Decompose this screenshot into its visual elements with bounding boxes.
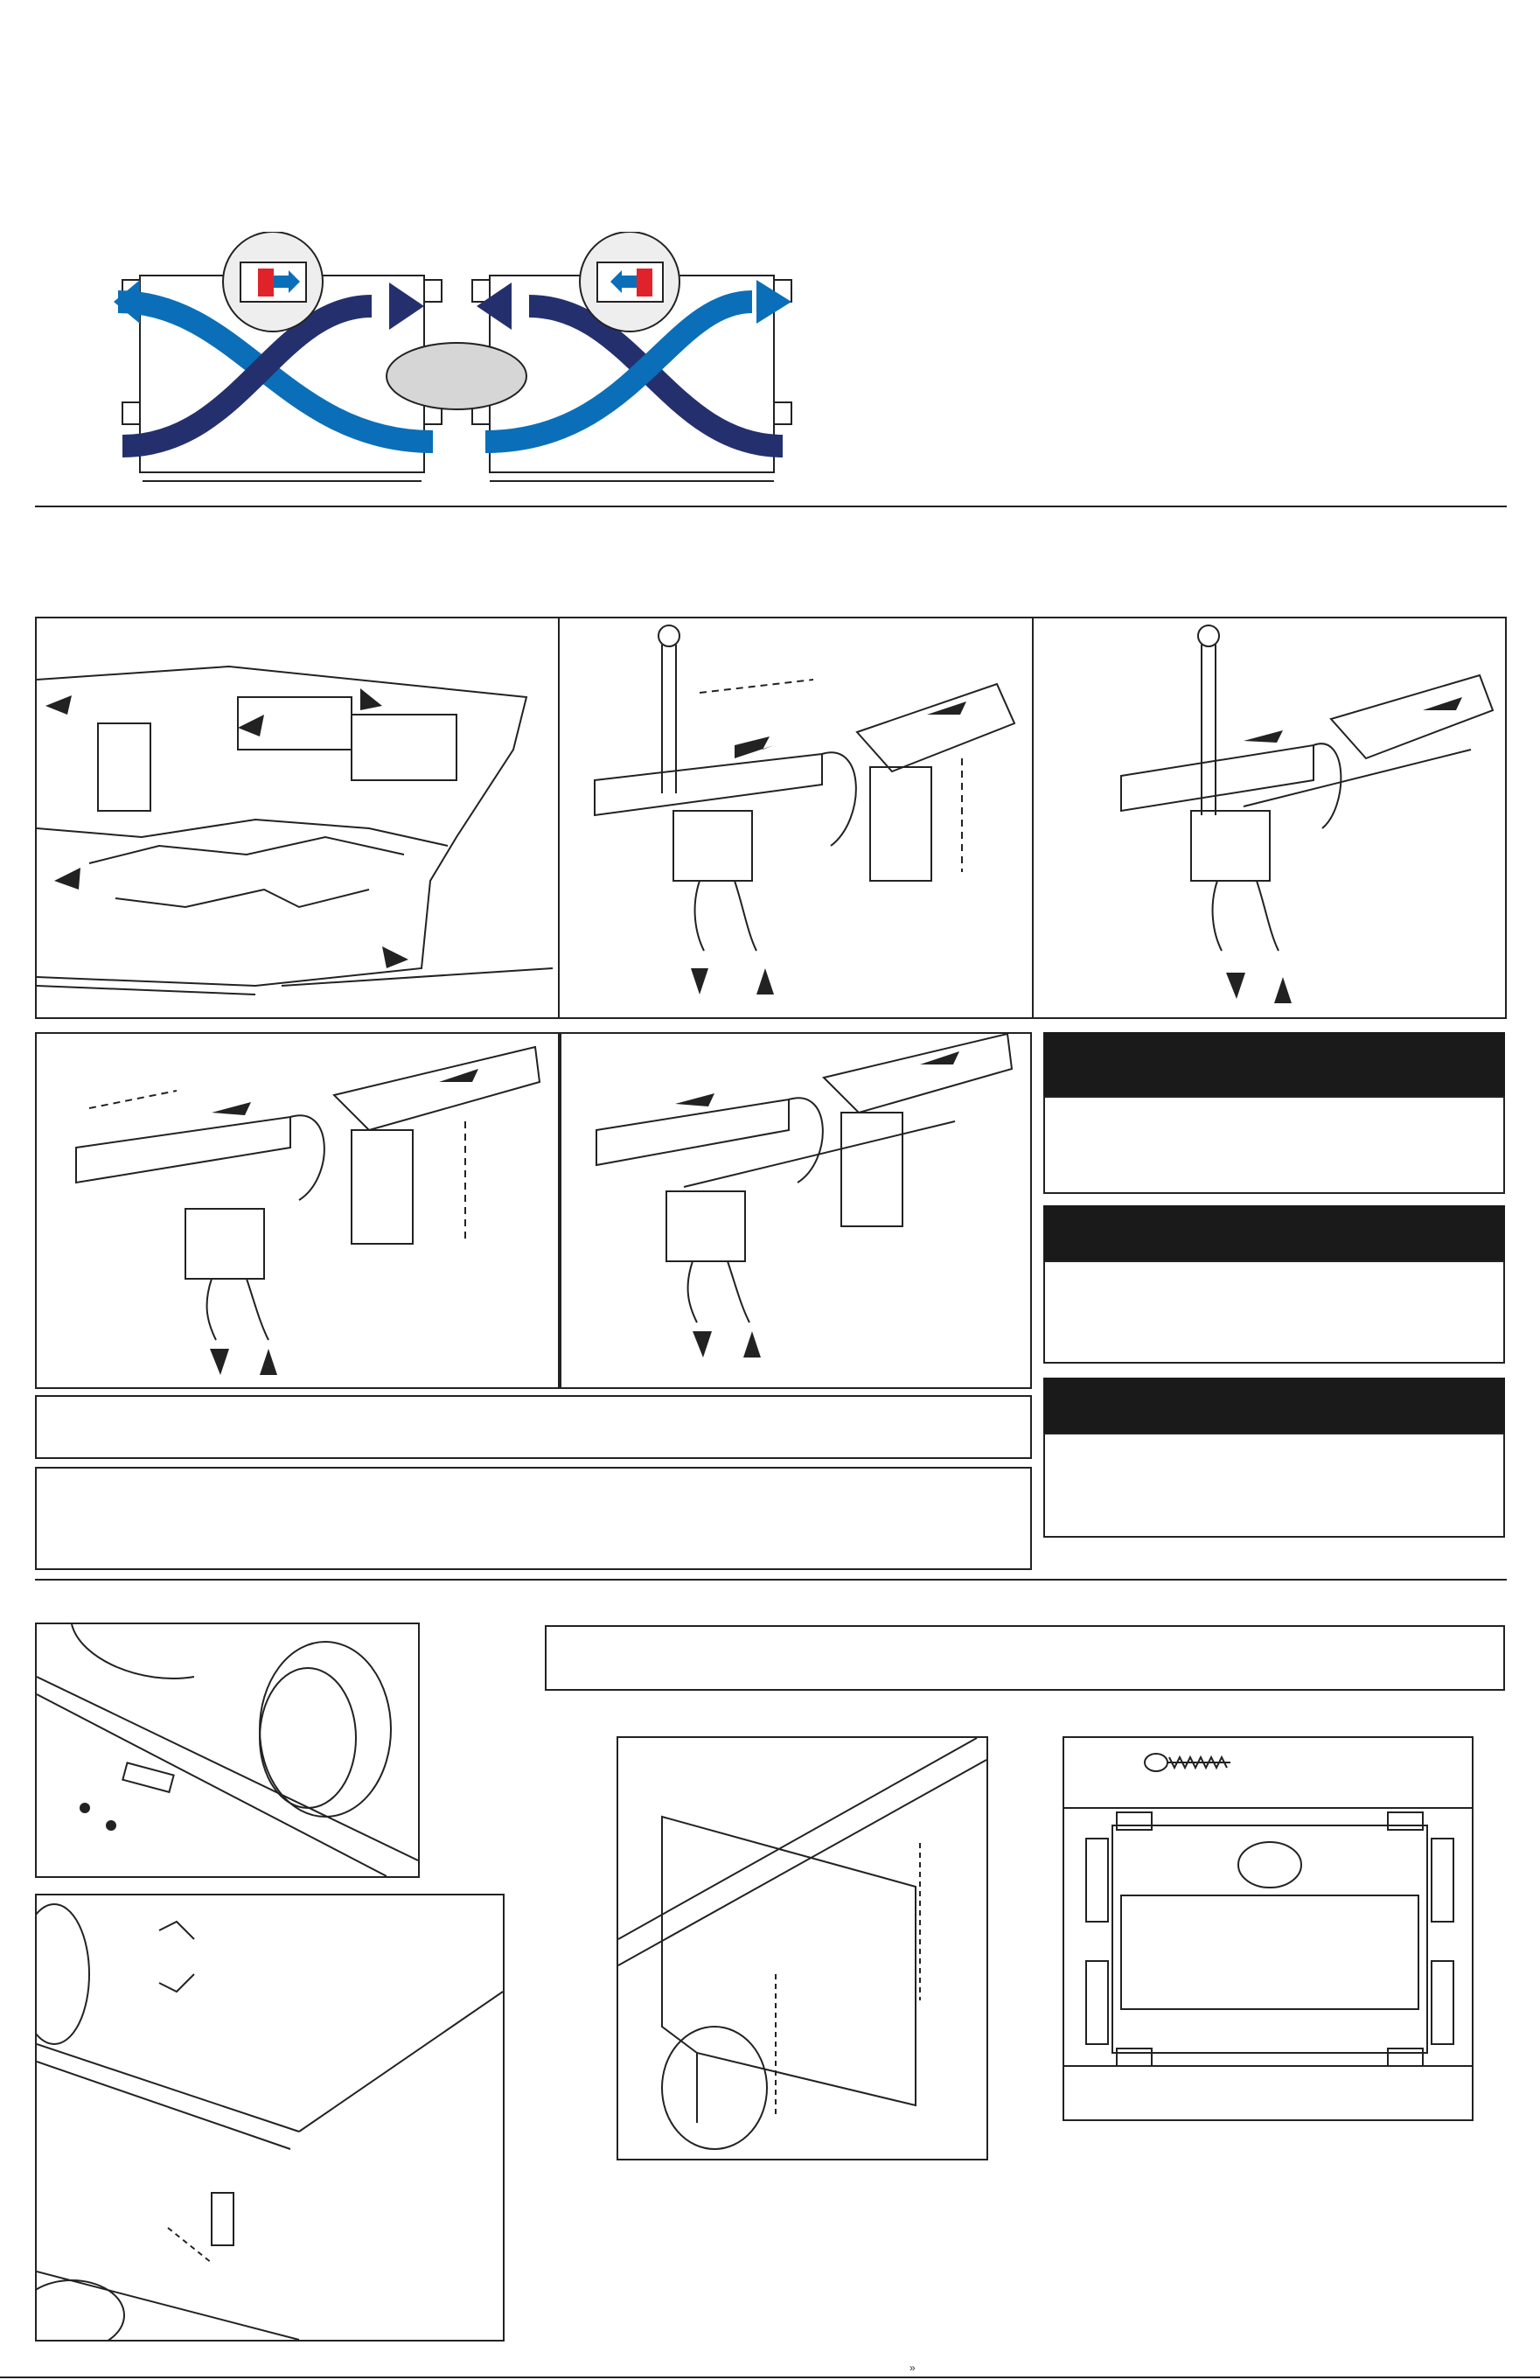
arrow-icon (756, 968, 774, 995)
arrow-icon (743, 1331, 761, 1358)
warning-box-3 (1043, 1433, 1505, 1538)
arrow-icon (1244, 730, 1283, 743)
duct-connection-figure-3 (35, 1032, 560, 1389)
arrow-icon (691, 968, 708, 995)
duct-connection-figure-4 (560, 1032, 1032, 1389)
airflow-diagram (109, 232, 809, 485)
bracket-mount-figure (35, 1894, 505, 2342)
note-box-1 (35, 1395, 1032, 1459)
arrow-icon (439, 1069, 478, 1082)
arrow-icon (1226, 973, 1245, 999)
warning-header-1 (1043, 1032, 1505, 1098)
duct-connection-figure-1 (558, 617, 1035, 1019)
arrow-icon (210, 1349, 229, 1375)
section-divider (35, 1579, 1507, 1581)
screw-icon (80, 1803, 116, 1831)
arrow-icon (45, 695, 72, 715)
arrow-icon (238, 715, 264, 736)
warning-box-2 (1043, 1260, 1505, 1364)
arrow-icon (927, 701, 966, 715)
warning-header-3 (1043, 1378, 1505, 1434)
warning-box-1 (1043, 1096, 1505, 1194)
damper-detail-right (580, 232, 679, 332)
screw-icon (1145, 1754, 1230, 1771)
note-box-2 (35, 1467, 1032, 1570)
section-divider (35, 506, 1507, 507)
arrow-icon (477, 283, 512, 330)
arrow-icon (1423, 697, 1462, 710)
ceiling-install-figure (617, 1736, 988, 2160)
damper-detail-left (223, 232, 323, 332)
arrow-icon (212, 1102, 251, 1115)
center-oval (387, 343, 526, 409)
arrow-icon (675, 1093, 714, 1106)
arrow-icon (114, 280, 140, 324)
arrow-icon (735, 736, 774, 758)
arrow-icon (260, 1349, 277, 1375)
arrow-icon (693, 1331, 712, 1358)
arrow-icon (382, 946, 408, 968)
instruction-box (545, 1625, 1505, 1691)
bottom-rule (0, 2377, 1540, 2378)
duct-connection-figure-2 (1032, 617, 1507, 1019)
arrow-icon (360, 688, 382, 710)
arrow-icon (54, 868, 80, 890)
house-cutaway-figure (35, 617, 560, 1019)
collar-bracket-figure (35, 1623, 420, 1878)
page-mark: » (909, 2362, 916, 2374)
warning-header-2 (1043, 1205, 1505, 1262)
arrow-icon (1274, 977, 1292, 1003)
bracket-icon (159, 1922, 194, 1992)
arrow-icon (389, 283, 424, 330)
unit-top-view-figure (1063, 1736, 1474, 2121)
